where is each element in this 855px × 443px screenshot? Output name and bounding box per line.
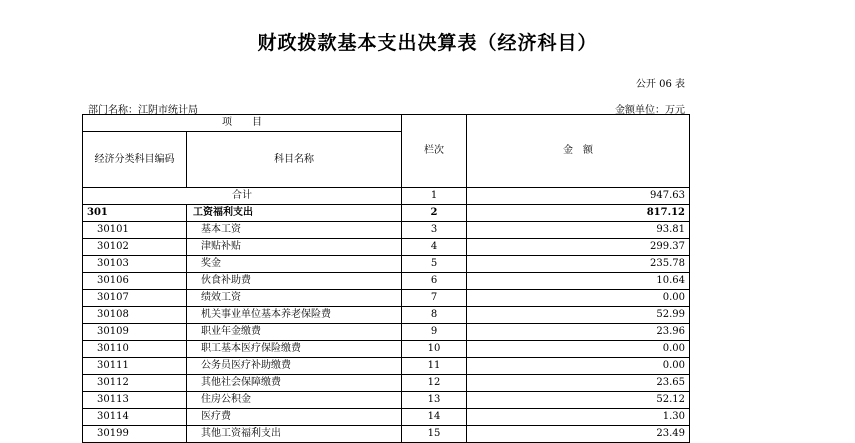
table-row — [83, 256, 690, 273]
row-name: 其他工资福利支出 — [187, 426, 402, 443]
row-amount: 0.00 — [467, 358, 690, 375]
row-code: 30103 — [83, 256, 187, 273]
row-amount: 1.30 — [467, 409, 690, 426]
row-line: 4 — [402, 239, 467, 256]
row-amount: 235.78 — [467, 256, 690, 273]
row-code: 30113 — [83, 392, 187, 409]
row-name: 伙食补助费 — [187, 273, 402, 290]
row-line: 2 — [402, 205, 467, 222]
row-line: 6 — [402, 273, 467, 290]
row-amount: 93.81 — [467, 222, 690, 239]
row-line: 3 — [402, 222, 467, 239]
table-row — [83, 358, 690, 375]
header-name: 科目名称 — [187, 132, 402, 188]
row-name: 基本工资 — [187, 222, 402, 239]
table-row — [83, 409, 690, 426]
page-title: 财政拨款基本支出决算表（经济科目） — [257, 32, 598, 54]
table-row — [83, 324, 690, 341]
row-line: 12 — [402, 375, 467, 392]
row-name: 职业年金缴费 — [187, 324, 402, 341]
row-amount: 0.00 — [467, 341, 690, 358]
table-row — [83, 392, 690, 409]
row-name: 机关事业单位基本养老保险费 — [187, 307, 402, 324]
table-row — [83, 239, 690, 256]
row-line: 9 — [402, 324, 467, 341]
row-code: 30111 — [83, 358, 187, 375]
row-line: 10 — [402, 341, 467, 358]
table-row — [83, 222, 690, 239]
row-code: 301 — [83, 205, 187, 222]
header-line: 栏次 — [402, 115, 467, 188]
expenditure-table — [82, 114, 690, 443]
row-amount: 0.00 — [467, 290, 690, 307]
row-name: 津贴补贴 — [187, 239, 402, 256]
row-code: 30114 — [83, 409, 187, 426]
row-code: 30199 — [83, 426, 187, 443]
row-code: 30112 — [83, 375, 187, 392]
total-line: 1 — [402, 188, 467, 205]
row-line: 14 — [402, 409, 467, 426]
table-row — [83, 341, 690, 358]
table-row — [83, 273, 690, 290]
row-code: 30106 — [83, 273, 187, 290]
row-code: 30107 — [83, 290, 187, 307]
form-number: 公开 06 表 — [635, 79, 685, 90]
row-name: 医疗费 — [187, 409, 402, 426]
row-line: 15 — [402, 426, 467, 443]
row-code: 30102 — [83, 239, 187, 256]
row-line: 13 — [402, 392, 467, 409]
total-amount: 947.63 — [467, 188, 690, 205]
row-code: 30109 — [83, 324, 187, 341]
table-row — [83, 205, 690, 222]
total-row — [83, 188, 690, 205]
table-row — [83, 426, 690, 443]
row-amount: 52.12 — [467, 392, 690, 409]
row-code: 30108 — [83, 307, 187, 324]
row-amount: 23.96 — [467, 324, 690, 341]
row-line: 8 — [402, 307, 467, 324]
row-amount: 52.99 — [467, 307, 690, 324]
table-row — [83, 375, 690, 392]
row-code: 30110 — [83, 341, 187, 358]
row-amount: 10.64 — [467, 273, 690, 290]
table-row — [83, 290, 690, 307]
row-name: 公务员医疗补助缴费 — [187, 358, 402, 375]
row-name: 绩效工资 — [187, 290, 402, 307]
row-amount: 23.65 — [467, 375, 690, 392]
row-amount: 23.49 — [467, 426, 690, 443]
table-row — [83, 307, 690, 324]
row-line: 7 — [402, 290, 467, 307]
row-name: 工资福利支出 — [187, 205, 402, 222]
row-line: 11 — [402, 358, 467, 375]
row-line: 5 — [402, 256, 467, 273]
row-amount: 299.37 — [467, 239, 690, 256]
row-name: 职工基本医疗保险缴费 — [187, 341, 402, 358]
department-name: 部门名称：江阴市统计局 — [88, 105, 198, 116]
header-item: 项 目 — [83, 115, 402, 132]
header-amount: 金 额 — [467, 115, 690, 188]
total-label: 合计 — [83, 188, 402, 205]
row-name: 奖金 — [187, 256, 402, 273]
amount-unit: 金额单位：万元 — [615, 105, 685, 116]
row-code: 30101 — [83, 222, 187, 239]
row-name: 其他社会保障缴费 — [187, 375, 402, 392]
row-amount: 817.12 — [467, 205, 690, 222]
header-code: 经济分类科目编码 — [83, 132, 187, 188]
row-name: 住房公积金 — [187, 392, 402, 409]
